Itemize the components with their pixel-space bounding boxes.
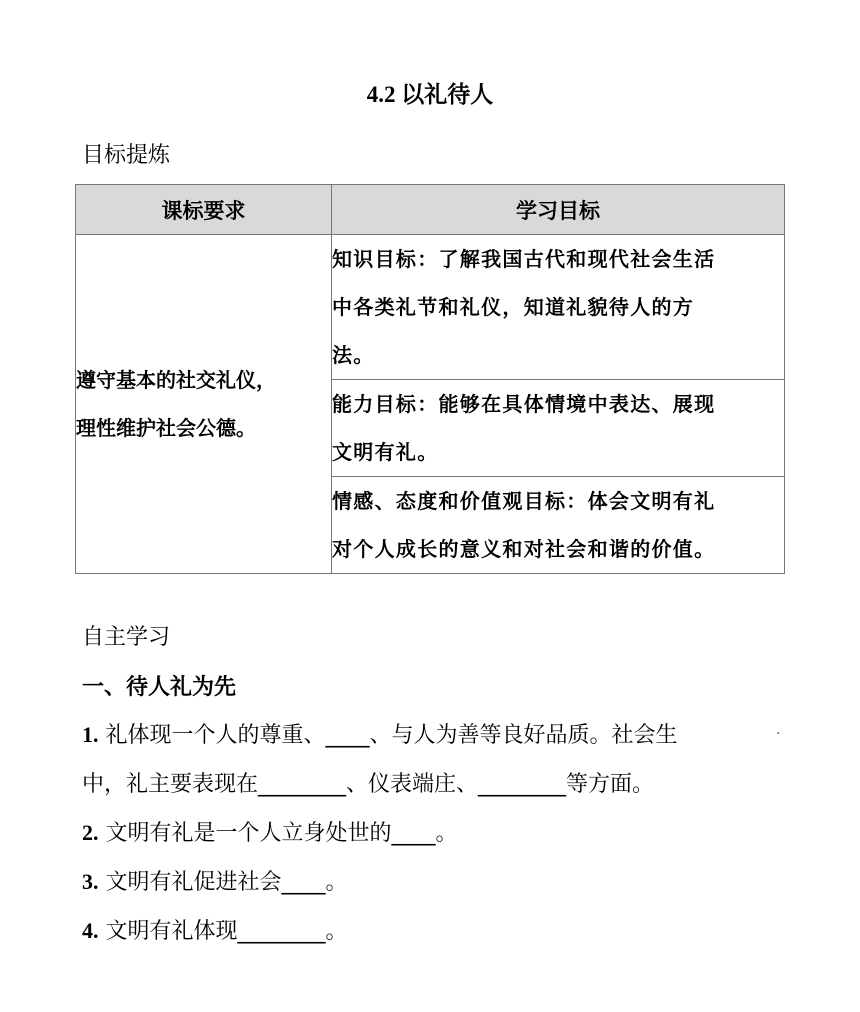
question-line — [82, 914, 348, 945]
question-text: 中，礼主要表现在________、仪表端庄、________等方面。 — [82, 772, 655, 797]
part-heading: 一、待人礼为先 — [82, 675, 237, 700]
question-number: 3. — [82, 869, 99, 894]
requirement-cell — [76, 235, 332, 574]
table-row — [76, 235, 785, 380]
goal-knowledge-cell — [332, 235, 785, 380]
section-heading-self-study: 自主学习 — [82, 625, 171, 650]
stray-mark: · — [776, 726, 781, 742]
goal-line: 文明有礼。 — [332, 440, 439, 464]
question-number: 4. — [82, 918, 99, 943]
goal-line: 中各类礼节和礼仪，知道礼貌待人的方 — [332, 295, 695, 319]
section-heading-goals: 目标提炼 — [82, 143, 171, 168]
goal-line: 对个人成长的意义和对社会和谐的价值。 — [332, 537, 716, 561]
goal-line: 知识目标：了解我国古代和现代社会生活 — [332, 247, 716, 271]
question-line — [82, 718, 678, 749]
goal-line: 能力目标：能够在具体情境中表达、展现 — [332, 392, 716, 416]
page-title: 4.2 以礼待人 — [366, 82, 494, 107]
requirement-line: 理性维护社会公德。 — [76, 416, 256, 440]
question-number: 2. — [82, 820, 99, 845]
question-text: 礼体现一个人的尊重、____、与人为善等良好品质。社会生 — [98, 723, 678, 748]
goal-line: 法。 — [332, 343, 375, 367]
question-text: 文明有礼体现________。 — [98, 919, 348, 944]
question-line — [82, 767, 654, 798]
header-requirements: 课标要求 — [76, 185, 332, 235]
goal-attitude-cell — [332, 477, 785, 574]
question-number: 1. — [82, 722, 99, 747]
question-text: 文明有礼是一个人立身处世的____。 — [98, 821, 458, 846]
header-learning-goals: 学习目标 — [332, 185, 785, 235]
requirement-line: 遵守基本的社交礼仪， — [76, 368, 276, 392]
goal-line: 情感、态度和价值观目标：体会文明有礼 — [332, 489, 716, 513]
question-text: 文明有礼促进社会____。 — [98, 870, 348, 895]
table-header-row — [76, 185, 785, 235]
question-line — [82, 865, 348, 896]
goal-ability-cell — [332, 380, 785, 477]
question-line — [82, 816, 458, 847]
goals-table — [75, 184, 785, 574]
